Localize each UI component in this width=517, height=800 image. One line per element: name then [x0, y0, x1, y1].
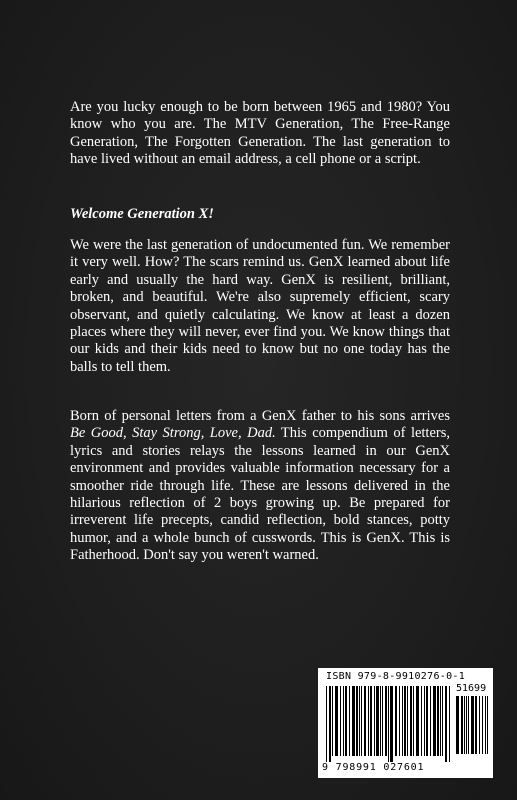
blurb-paragraph-1: Are you lucky enough to be born between 1965 and 1980? You know who you are. The MTV Generation, The Free-Range Generation, The Forgotten Generation. The last generation to have lived without an email address, a cell phone or a script. [70, 99, 450, 168]
blurb-paragraph-3 [70, 408, 450, 565]
barcode-bar [390, 686, 393, 762]
barcode-bar [430, 686, 431, 756]
barcode-bar [421, 686, 422, 756]
barcode-bar [364, 686, 366, 756]
price-code: 51699 [456, 683, 487, 694]
barcode-bar [475, 696, 477, 754]
barcode-bar [385, 686, 387, 756]
barcode-bar [416, 686, 419, 756]
barcode-bar [332, 686, 333, 756]
barcode-bar [349, 686, 350, 756]
barcode-bar [433, 686, 436, 756]
barcode-bar [487, 696, 488, 754]
barcode-bar [356, 686, 358, 756]
barcode-bar [456, 696, 459, 754]
barcode-bar [374, 686, 375, 756]
blurb-paragraph-2: We were the last generation of undocumented fun. We remember it very well. How? The scars remind us. GenX learned about life early and usually the hard way. GenX is resilient, brilliant, broken, and beautiful. We're also supremely efficient, scary observant, and quietly calculating. We know at least a dozen places where they will never, ever find you. We know things that our kids and their kids need to know but no one today has the balls to tell them. [70, 237, 450, 375]
blurb-paragraph-3-intro: Born of personal letters from a GenX father to his sons arrives [70, 408, 450, 424]
barcode-bar [468, 696, 469, 754]
barcode-bar [399, 686, 400, 756]
barcode-bar [370, 686, 372, 756]
barcode-bar [466, 696, 467, 754]
barcode-bar [335, 686, 338, 756]
barcode-bar [380, 686, 381, 756]
barcode-bar [368, 686, 369, 756]
barcode-bar [437, 686, 439, 756]
barcode-bar [482, 696, 483, 754]
barcode-bar [413, 686, 414, 756]
barcode-bar [404, 686, 406, 756]
barcode-bar [461, 696, 463, 754]
barcode-bar [395, 686, 397, 756]
barcode-bar [426, 686, 428, 756]
barcode-bar [359, 686, 360, 756]
barcode-bar [340, 686, 341, 756]
barcode-bar [382, 686, 383, 756]
barcode-bar [464, 696, 465, 754]
barcode-bar [479, 696, 480, 754]
barcode-bar [424, 686, 425, 756]
barcode-bar [410, 686, 412, 756]
barcode-bar [440, 686, 441, 756]
barcode-bar [402, 686, 403, 756]
barcode-bar [376, 686, 379, 756]
barcode-bar [445, 686, 447, 762]
ean-barcode-bars [326, 686, 450, 762]
barcode-bar [361, 686, 362, 756]
isbn-barcode [318, 668, 493, 778]
barcode-bar [326, 686, 327, 762]
barcode-bar [485, 696, 486, 754]
ean-digits: 9 798991 027601 [322, 762, 425, 773]
barcode-bar [329, 686, 331, 762]
barcode-bar [388, 686, 389, 762]
barcode-bar [407, 686, 408, 756]
barcode-bar [471, 696, 474, 754]
blurb-paragraph-3-body: This compendium of letters, lyrics and stories relays the lessons learned in our GenX environment and provides valuable information necessary for a smoother ride through life. These are lessons delivered in the hilarious reflection of 2 boys growing up. Be prepared for irreverent life precepts, candid reflection, bold stances, potty humor, and a whole bunch of cusswords. This is GenX. This is Fatherhood. Don't say you weren't warned. [70, 425, 450, 564]
barcode-bar [352, 686, 355, 756]
book-title-inline: Be Good, Stay Strong, Love, Dad. [70, 425, 276, 442]
barcode-bar [442, 686, 443, 756]
isbn-label: ISBN 979-8-9910276-0-1 [326, 671, 466, 682]
barcode-bar [343, 686, 344, 756]
blurb-heading: Welcome Generation X! [70, 206, 214, 222]
barcode-bar [345, 686, 347, 756]
addon-barcode-bars [456, 696, 488, 760]
barcode-bar [449, 686, 450, 762]
